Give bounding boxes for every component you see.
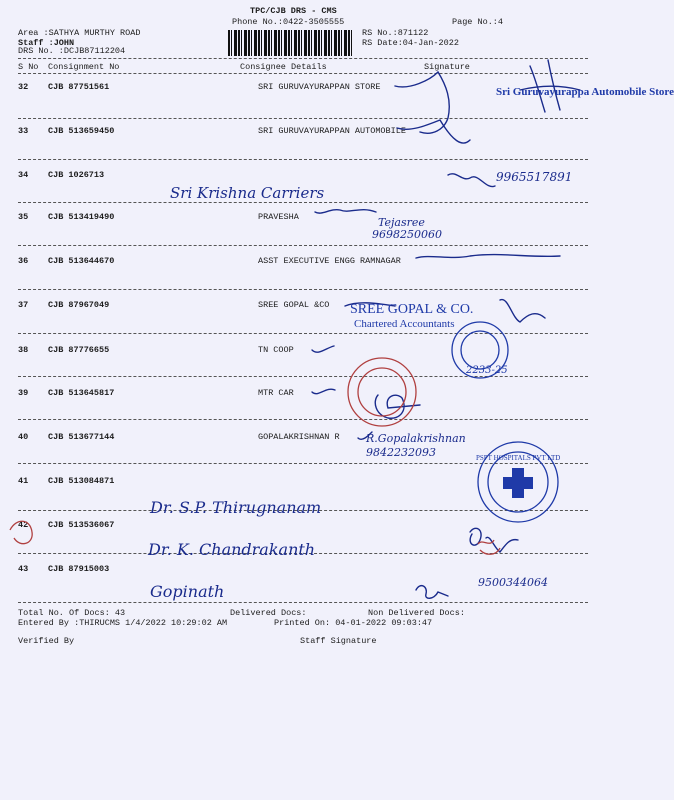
area-label: Area :SATHYA MURTHY ROAD <box>18 28 141 38</box>
handwriting-row40-phone: 9842232093 <box>366 446 436 459</box>
stamp-sree-gopal-title: Chartered Accountants <box>354 318 455 330</box>
non-delivered-docs: Non Delivered Docs: <box>368 608 465 618</box>
row-consignee: PRAVESHA <box>258 212 299 222</box>
handwriting-row35-name: Tejasree <box>378 216 425 229</box>
row-consignment: CJB 513084871 <box>48 476 115 486</box>
phone-number: Phone No.:0422-3505555 <box>232 17 345 27</box>
row-consignee: MTR CAR <box>258 388 294 398</box>
stamp-hospital: PSPT HOSPITALS PVT LTD <box>476 454 561 462</box>
doc-title: TPC/CJB DRS - CMS <box>250 6 337 16</box>
handwriting-row34: Sri Krishna Carriers <box>170 184 325 202</box>
handwriting-row43-phone: 9500344064 <box>478 576 548 589</box>
row-consignment: CJB 87751561 <box>48 82 110 92</box>
stamp-sree-gopal-name: SREE GOPAL & CO. <box>350 302 474 317</box>
col-signature: Signature <box>424 62 470 72</box>
total-docs: Total No. Of Docs: 43 <box>18 608 126 618</box>
row-sno: 34 <box>18 170 29 180</box>
row-consignee: SRI GURUVAYURAPPAN STORE <box>258 82 381 92</box>
row-sno: 42 <box>18 520 29 530</box>
row-sno: 40 <box>18 432 29 442</box>
handwriting-row42: Dr. K. Chandrakanth <box>148 540 316 559</box>
row-consignment: CJB 513536067 <box>48 520 115 530</box>
stamp-bank-number: 2233-25 <box>466 365 508 376</box>
handwriting-row35-phone: 9698250060 <box>372 228 442 241</box>
row-sno: 35 <box>18 212 29 222</box>
row-consignment: CJB 87915003 <box>48 564 110 574</box>
row-sno: 36 <box>18 256 29 266</box>
drs-number: DRS No. :DCJB87112204 <box>18 46 126 56</box>
row-consignee: SREE GOPAL &CO <box>258 300 330 310</box>
row-consignment: CJB 513659450 <box>48 126 115 136</box>
row-consignee: SRI GURUVAYURAPPAN AUTOMOBILE <box>258 126 406 136</box>
handwriting-row40-name: R.Gopalakrishnan <box>366 432 466 445</box>
handwriting-row43: Gopinath <box>150 582 225 601</box>
row-sno: 38 <box>18 345 29 355</box>
rs-date: RS Date:04-Jan-2022 <box>362 38 459 48</box>
verified-by: Verified By <box>18 636 75 646</box>
row-consignment: CJB 87776655 <box>48 345 110 355</box>
delivered-docs: Delivered Docs: <box>230 608 307 618</box>
handwriting-row34-phone: 9965517891 <box>496 170 573 184</box>
row-sno: 43 <box>18 564 29 574</box>
row-consignee: GOPALAKRISHNAN R <box>258 432 340 442</box>
row-consignment: CJB 87967049 <box>48 300 110 310</box>
page-number: Page No.:4 <box>452 17 504 27</box>
stamp-guruvayurappan: Sri Guruvayurappa Automobile Store <box>496 86 674 98</box>
printed-on: Printed On: 04-01-2022 09:03:47 <box>274 618 433 628</box>
staff-label: Staff :JOHN <box>18 38 75 48</box>
row-sno: 32 <box>18 82 29 92</box>
row-sno: 37 <box>18 300 29 310</box>
row-consignee: ASST EXECUTIVE ENGG RAMNAGAR <box>258 256 401 266</box>
staff-signature: Staff Signature <box>300 636 377 646</box>
row-consignment: CJB 513644670 <box>48 256 115 266</box>
handwriting-row41: Dr. S.P. Thirugnanam <box>150 498 322 517</box>
col-sno: S No <box>18 62 39 72</box>
row-sno: 41 <box>18 476 29 486</box>
row-sno: 33 <box>18 126 29 136</box>
col-consignee: Consignee Details <box>240 62 327 72</box>
entered-by: Entered By :THIRUCMS 1/4/2022 10:29:02 AM <box>18 618 228 628</box>
row-consignee: TN COOP <box>258 345 294 355</box>
row-consignment: CJB 1026713 <box>48 170 105 180</box>
row-consignment: CJB 513645817 <box>48 388 115 398</box>
rs-number: RS No.:871122 <box>362 28 429 38</box>
col-consignment: Consignment No <box>48 62 120 72</box>
row-consignment: CJB 513677144 <box>48 432 115 442</box>
row-consignment: CJB 513419490 <box>48 212 115 222</box>
row-sno: 39 <box>18 388 29 398</box>
